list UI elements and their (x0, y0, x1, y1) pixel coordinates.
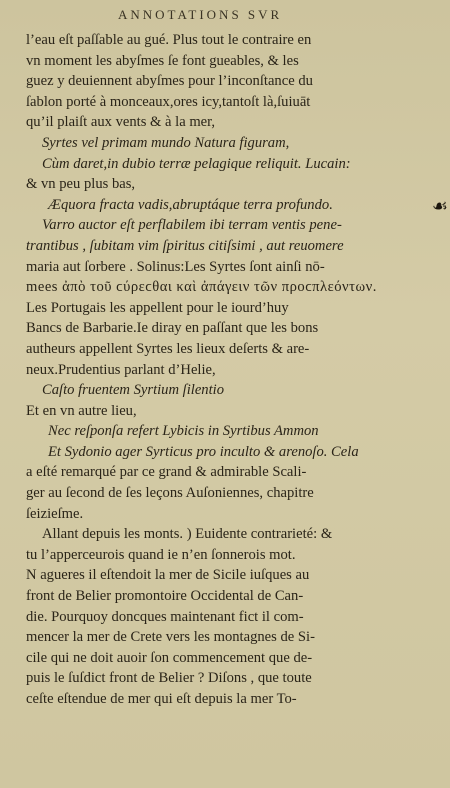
text-line: Æquora fracta vadis,abruptáque terra profundo. (48, 196, 333, 213)
margin-ornament-icon: ☙ (431, 196, 448, 216)
text-line: mencer la mer de Crete vers les montagnes de Si- (26, 629, 315, 646)
text-line: l’eau eſt paſſable au gué. Plus tout le contraire en (26, 32, 312, 48)
text-line: Allant depuis les monts. ) Euidente contrarieté: & (42, 526, 333, 543)
text-line: ger au ſecond de ſes leçons Auſoniennes, chapitre (26, 485, 314, 502)
text-line: & vn peu plus bas, (26, 176, 136, 193)
text-line: neux.Prudentius parlant d’Helie, (26, 361, 216, 378)
text-line: Nec reſponſa refert Lybicis in Syrtibus Ammon (48, 423, 319, 440)
text-line: vn moment les abyſmes ſe font gueables, & les (26, 52, 299, 69)
text-body (26, 30, 434, 710)
text-line: Varro auctor eſt perflabilem ibi terram ventis pene- (42, 217, 342, 234)
text-line: cile qui ne doit auoir ſon commencement que de- (26, 649, 313, 666)
text-line: Caſto fruentem Syrtium ſilentio (42, 382, 225, 399)
text-line: Cùm daret,in dubio terræ pelagique reliquit. Lucain: (42, 155, 351, 172)
text-line: autheurs appellent Syrtes les lieux deſerts & are- (26, 340, 310, 357)
text-line: N agueres il eſtendoit la mer de Sicile iuſques au (26, 567, 310, 584)
text-line: maria aut ſorbere . Solinus:Les Syrtes ſont ainſi nō- (26, 258, 325, 275)
text-line: ſablon porté à monceaux,ores icy,tantoſt là,ſuiuāt (26, 93, 311, 110)
text-line: die. Pourquoy doncques maintenant fict il com- (26, 608, 304, 625)
text-line: front de Belier promontoire Occidental de Can- (26, 588, 304, 605)
text-line: Syrtes vel primam mundo Natura figuram, (42, 134, 290, 151)
text-line: Et en vn autre lieu, (26, 402, 137, 419)
text-line: ſeizieſme. (26, 505, 84, 522)
text-line: tu l’apperceurois quand ie n’en ſonnerois mot. (26, 546, 296, 563)
text-line: a eſté remarqué par ce grand & admirable Scali- (26, 464, 307, 481)
text-line: Bancs de Barbarie.Ie diray en paſſant que les bons (26, 320, 319, 337)
text-line: ceſte eſtendue de mer qui eſt depuis la mer To- (26, 691, 297, 707)
text-line: qu’il plaiſt aux vents & à la mer, (26, 114, 216, 131)
running-header: ANNOTATIONS SVR (118, 7, 283, 22)
text-line: mees ἀπὸ τοῦ ϲύρεϲθαι καὶ ἀπάγειν τῶν προϲπλεόντων. (26, 279, 377, 296)
text-line: Les Portugais les appellent pour le iourd’huy (26, 299, 289, 316)
text-line: Et Sydonio ager Syrticus pro inculto & arenoſo. Cela (48, 443, 359, 460)
text-line: guez y deuiennent abyſmes pour l’inconſtance du (26, 73, 313, 90)
text-line: puis le ſuſdict front de Belier ? Diſons , que toute (26, 670, 312, 687)
text-line: trantibus , ſubitam vim ſpiritus citiſsimi , aut reuomere (26, 237, 344, 254)
